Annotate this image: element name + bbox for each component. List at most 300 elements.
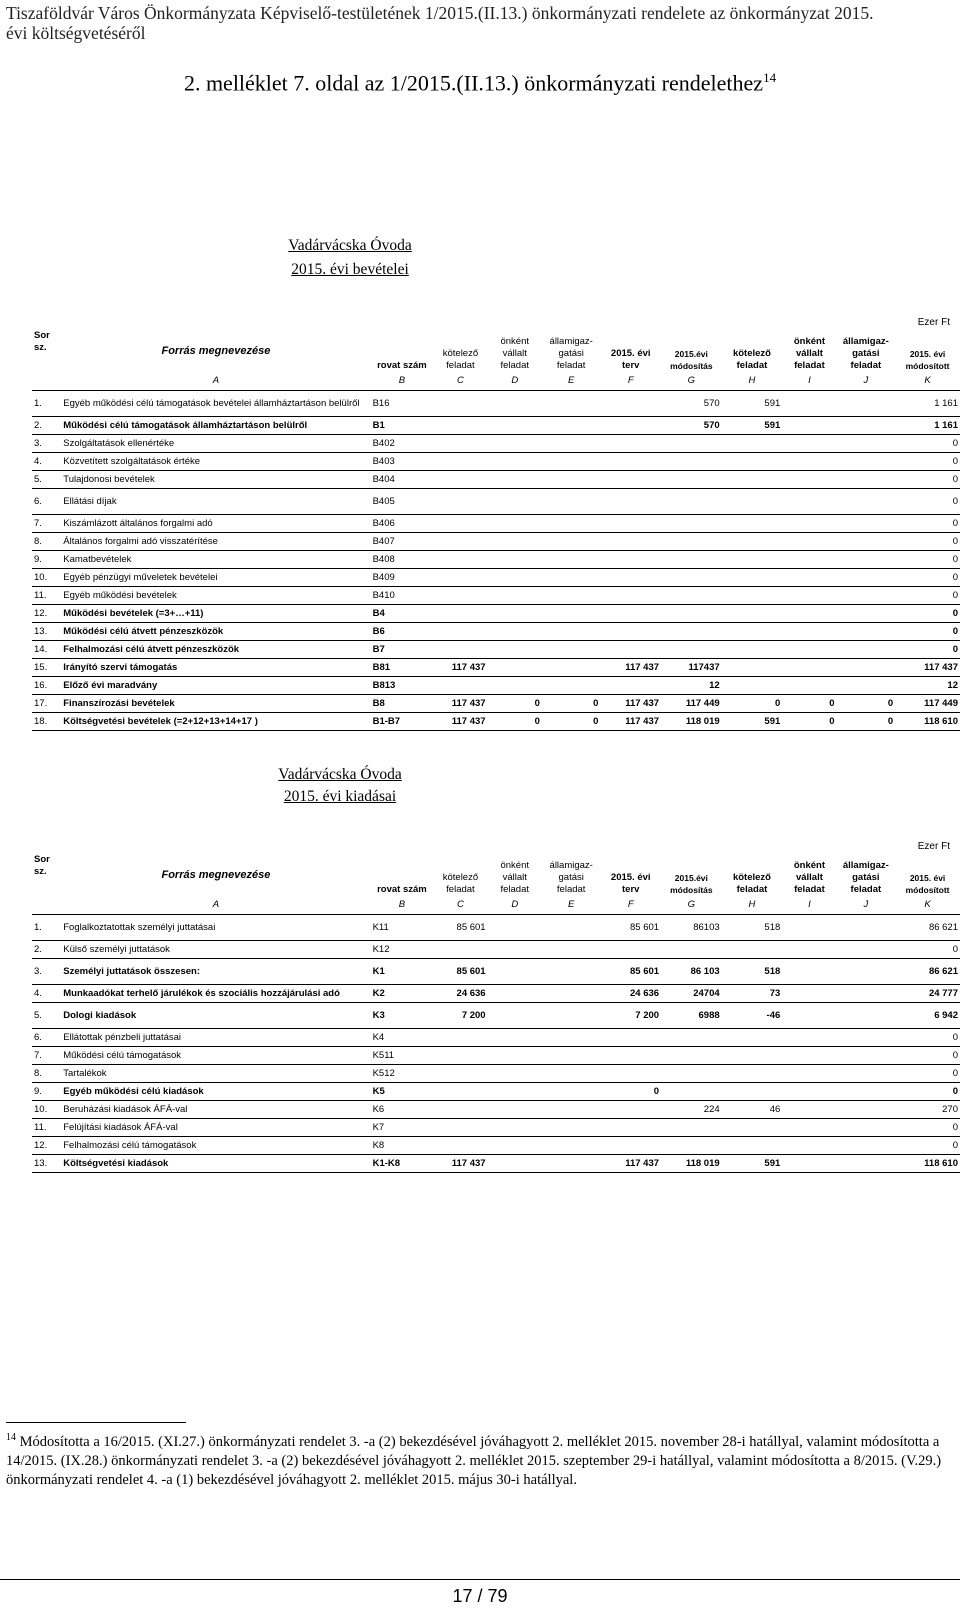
cell-no: 1. xyxy=(32,914,61,940)
cell-d xyxy=(488,434,542,452)
exp-letter-i: I xyxy=(782,896,836,914)
footnote-text: Módosította a 16/2015. (XI.27.) önkormányzati rendelet 3. -a (2) bekezdésével jóváhagyott 2. melléklet 2015. november 28-i hatállyal, valamint módosította a 14/2015. (IX.28.) önkormányzati rendelet 3. -a (2) bekezdésével jóváhagyott 2. melléklet 2015. szeptember 29-i hatállyal, valamint módosította a 8/2015. (V.29.) önkormányzati rendelet 4. -a (1) bekezdésével jóváhagyott 2. melléklet 2015. május 30-i hatállyal. xyxy=(6,1433,942,1488)
letter-i: I xyxy=(782,372,836,390)
cell-e xyxy=(542,452,601,470)
cell-e xyxy=(542,1118,601,1136)
cell-name: Felújítási kiadások ÁFÁ-val xyxy=(61,1118,370,1136)
cell-f xyxy=(600,622,661,640)
cell-d xyxy=(488,1046,542,1064)
cell-no: 1. xyxy=(32,390,61,416)
table-row xyxy=(32,488,960,514)
cell-name: Tulajdonosi bevételek xyxy=(61,470,370,488)
cell-rovat: B6 xyxy=(371,622,434,640)
cell-k: 86 621 xyxy=(895,958,960,984)
table-row xyxy=(32,1154,960,1172)
cell-i xyxy=(782,1028,836,1046)
cell-f xyxy=(600,676,661,694)
cell-k: 0 xyxy=(895,1136,960,1154)
header-kotelezo-2: kötelező feladat xyxy=(732,348,771,371)
cell-g: 224 xyxy=(661,1100,722,1118)
cell-f xyxy=(600,940,661,958)
cell-i xyxy=(782,550,836,568)
cell-name: Költségvetési kiadások xyxy=(61,1154,370,1172)
cell-name: Kamatbevételek xyxy=(61,550,370,568)
cell-name: Működési célú támogatások államháztartáson belülről xyxy=(61,416,370,434)
cell-j xyxy=(837,550,896,568)
cell-c xyxy=(433,488,487,514)
cell-e xyxy=(542,1082,601,1100)
cell-k: 0 xyxy=(895,514,960,532)
cell-k: 1 161 xyxy=(895,390,960,416)
cell-j xyxy=(837,434,896,452)
cell-c xyxy=(433,640,487,658)
table-row xyxy=(32,694,960,712)
annex-title xyxy=(0,70,960,96)
cell-e xyxy=(542,416,601,434)
cell-i xyxy=(782,1064,836,1082)
expense-title-line-1: Vadárvácska Óvoda xyxy=(278,766,402,783)
cell-h: 46 xyxy=(722,1100,783,1118)
header-allamigazgatasi: államigaz-gatási feladat xyxy=(549,336,593,371)
cell-g xyxy=(661,1046,722,1064)
cell-h xyxy=(722,586,783,604)
cell-rovat: K3 xyxy=(371,1002,434,1028)
table-row xyxy=(32,390,960,416)
letter-e: E xyxy=(542,372,601,390)
cell-d xyxy=(488,532,542,550)
cell-j xyxy=(837,640,896,658)
cell-g xyxy=(661,604,722,622)
cell-no: 4. xyxy=(32,452,61,470)
footnote-separator xyxy=(6,1422,186,1423)
exp-header-kotelezo: kötelező feladat xyxy=(442,872,479,895)
table-row xyxy=(32,416,960,434)
header-name: Forrás megnevezése xyxy=(161,345,271,357)
cell-h xyxy=(722,1046,783,1064)
table-row xyxy=(32,1136,960,1154)
cell-rovat: K512 xyxy=(371,1064,434,1082)
cell-d xyxy=(488,1136,542,1154)
cell-j: 0 xyxy=(837,694,896,712)
cell-d xyxy=(488,940,542,958)
cell-rovat: K8 xyxy=(371,1136,434,1154)
cell-d xyxy=(488,1028,542,1046)
table-row xyxy=(32,550,960,568)
cell-h xyxy=(722,676,783,694)
cell-h xyxy=(722,604,783,622)
cell-no: 9. xyxy=(32,550,61,568)
cell-rovat: K1-K8 xyxy=(371,1154,434,1172)
cell-e xyxy=(542,470,601,488)
cell-name: Ellátási díjak xyxy=(61,488,370,514)
cell-d xyxy=(488,914,542,940)
cell-c xyxy=(433,434,487,452)
expense-title-line-2: 2015. évi kiadásai xyxy=(283,788,397,805)
cell-g: 117437 xyxy=(661,658,722,676)
cell-name: Szolgáltatások ellenértéke xyxy=(61,434,370,452)
cell-k: 0 xyxy=(895,1118,960,1136)
header-rovat: rovat szám xyxy=(377,360,427,371)
cell-k: 118 610 xyxy=(895,1154,960,1172)
cell-rovat: B1 xyxy=(371,416,434,434)
cell-e xyxy=(542,1046,601,1064)
cell-rovat: K5 xyxy=(371,1082,434,1100)
cell-rovat: B404 xyxy=(371,470,434,488)
cell-d xyxy=(488,658,542,676)
cell-rovat: B1-B7 xyxy=(371,712,434,730)
cell-j xyxy=(837,470,896,488)
cell-c: 117 437 xyxy=(433,658,487,676)
cell-k: 0 xyxy=(895,1046,960,1064)
cell-j xyxy=(837,1118,896,1136)
cell-h xyxy=(722,1082,783,1100)
cell-c xyxy=(433,1136,487,1154)
cell-h: 518 xyxy=(722,914,783,940)
exp-header-onkent-2: önként vállalt feladat xyxy=(793,860,825,895)
page-bottom-rule xyxy=(0,1579,960,1580)
cell-h xyxy=(722,514,783,532)
cell-e xyxy=(542,586,601,604)
cell-i xyxy=(782,658,836,676)
cell-rovat: B406 xyxy=(371,514,434,532)
exp-header-modositott: 2015. évi módosított xyxy=(905,873,950,895)
cell-h xyxy=(722,532,783,550)
cell-f xyxy=(600,416,661,434)
cell-c xyxy=(433,390,487,416)
footnote-number: 14 xyxy=(6,1432,16,1443)
header-line-2: évi költségvetéséről xyxy=(6,23,146,43)
cell-name: Munkaadókat terhelő járulékok és szociális hozzájárulási adó xyxy=(61,984,370,1002)
cell-k: 0 xyxy=(895,550,960,568)
cell-f xyxy=(600,1064,661,1082)
cell-g: 570 xyxy=(661,390,722,416)
cell-f: 117 437 xyxy=(600,694,661,712)
cell-f xyxy=(600,1100,661,1118)
header-modositas: 2015.évi módosítás xyxy=(670,349,713,371)
cell-g xyxy=(661,640,722,658)
cell-e xyxy=(542,550,601,568)
letter-a: A xyxy=(61,372,370,390)
cell-c xyxy=(433,940,487,958)
cell-h xyxy=(722,1028,783,1046)
cell-k: 24 777 xyxy=(895,984,960,1002)
cell-i xyxy=(782,640,836,658)
cell-i xyxy=(782,914,836,940)
cell-no: 16. xyxy=(32,676,61,694)
exp-header-allamigazgatasi: államigaz-gatási feladat xyxy=(549,860,593,895)
cell-i xyxy=(782,622,836,640)
cell-e xyxy=(542,1154,601,1172)
cell-j xyxy=(837,622,896,640)
cell-e xyxy=(542,1002,601,1028)
cell-e xyxy=(542,622,601,640)
cell-d xyxy=(488,416,542,434)
cell-k: 1 161 xyxy=(895,416,960,434)
table-row xyxy=(32,914,960,940)
cell-f xyxy=(600,390,661,416)
table-row xyxy=(32,958,960,984)
table-row xyxy=(32,532,960,550)
cell-k: 6 942 xyxy=(895,1002,960,1028)
cell-g xyxy=(661,434,722,452)
cell-c: 117 437 xyxy=(433,1154,487,1172)
cell-i xyxy=(782,470,836,488)
table-row xyxy=(32,1002,960,1028)
cell-no: 3. xyxy=(32,434,61,452)
cell-e xyxy=(542,914,601,940)
cell-f xyxy=(600,550,661,568)
cell-i xyxy=(782,1002,836,1028)
table-row xyxy=(32,1082,960,1100)
cell-h: 0 xyxy=(722,694,783,712)
cell-no: 10. xyxy=(32,568,61,586)
cell-no: 6. xyxy=(32,1028,61,1046)
exp-letter-b: B xyxy=(371,896,434,914)
cell-no: 8. xyxy=(32,1064,61,1082)
cell-f xyxy=(600,470,661,488)
page-number: 17 / 79 xyxy=(452,1586,508,1606)
cell-rovat: B403 xyxy=(371,452,434,470)
cell-no: 13. xyxy=(32,1154,61,1172)
letter-k: K xyxy=(895,372,960,390)
cell-rovat: K6 xyxy=(371,1100,434,1118)
cell-h: -46 xyxy=(722,1002,783,1028)
table-row xyxy=(32,604,960,622)
cell-d xyxy=(488,568,542,586)
cell-g: 570 xyxy=(661,416,722,434)
cell-d xyxy=(488,390,542,416)
cell-f xyxy=(600,1136,661,1154)
cell-no: 7. xyxy=(32,1046,61,1064)
cell-d xyxy=(488,1100,542,1118)
cell-rovat: B409 xyxy=(371,568,434,586)
cell-j xyxy=(837,488,896,514)
cell-d xyxy=(488,1118,542,1136)
cell-k: 0 xyxy=(895,470,960,488)
cell-g: 118 019 xyxy=(661,1154,722,1172)
table-row xyxy=(32,1028,960,1046)
cell-i xyxy=(782,1136,836,1154)
cell-k: 270 xyxy=(895,1100,960,1118)
table-row xyxy=(32,622,960,640)
header-terv: 2015. évi terv xyxy=(610,348,651,371)
header-modositott: 2015. évi módosított xyxy=(905,349,950,371)
cell-j: 0 xyxy=(837,712,896,730)
cell-j xyxy=(837,452,896,470)
exp-header-allamigazgatasi-2: államigaz-gatási feladat xyxy=(842,860,889,895)
cell-d xyxy=(488,622,542,640)
cell-k: 0 xyxy=(895,532,960,550)
cell-j xyxy=(837,1136,896,1154)
cell-c xyxy=(433,416,487,434)
cell-g xyxy=(661,1136,722,1154)
cell-f: 85 601 xyxy=(600,914,661,940)
cell-j xyxy=(837,586,896,604)
exp-letter-k: K xyxy=(895,896,960,914)
letter-c: C xyxy=(433,372,487,390)
cell-name: Ellátottak pénzbeli juttatásai xyxy=(61,1028,370,1046)
cell-c: 7 200 xyxy=(433,1002,487,1028)
cell-f xyxy=(600,488,661,514)
cell-no: 18. xyxy=(32,712,61,730)
cell-no: 2. xyxy=(32,940,61,958)
cell-g xyxy=(661,622,722,640)
cell-d xyxy=(488,514,542,532)
cell-no: 11. xyxy=(32,586,61,604)
cell-i xyxy=(782,514,836,532)
cell-h: 591 xyxy=(722,712,783,730)
revenue-title xyxy=(250,236,450,280)
cell-i xyxy=(782,488,836,514)
cell-j xyxy=(837,1082,896,1100)
footnote xyxy=(6,1428,951,1490)
table-row xyxy=(32,658,960,676)
cell-rovat: B81 xyxy=(371,658,434,676)
cell-name: Előző évi maradvány xyxy=(61,676,370,694)
cell-e xyxy=(542,390,601,416)
cell-k: 0 xyxy=(895,586,960,604)
cell-f xyxy=(600,568,661,586)
cell-rovat: B813 xyxy=(371,676,434,694)
cell-e xyxy=(542,1100,601,1118)
cell-i xyxy=(782,532,836,550)
revenue-title-line-1: Vadárvácska Óvoda xyxy=(288,237,412,254)
annex-footnote-ref[interactable]: 14 xyxy=(763,70,777,85)
cell-j xyxy=(837,514,896,532)
cell-k: 0 xyxy=(895,604,960,622)
cell-name: Egyéb működési célú kiadások xyxy=(61,1082,370,1100)
cell-d xyxy=(488,586,542,604)
cell-f: 0 xyxy=(600,1082,661,1100)
cell-rovat: K12 xyxy=(371,940,434,958)
cell-rovat: B402 xyxy=(371,434,434,452)
cell-g xyxy=(661,1064,722,1082)
cell-i xyxy=(782,1100,836,1118)
cell-g: 117 449 xyxy=(661,694,722,712)
cell-f xyxy=(600,604,661,622)
exp-letter-e: E xyxy=(542,896,601,914)
table-row xyxy=(32,676,960,694)
exp-header-modositas: 2015.évi módosítás xyxy=(670,873,713,895)
cell-e xyxy=(542,640,601,658)
cell-i xyxy=(782,676,836,694)
table-row xyxy=(32,940,960,958)
cell-f: 85 601 xyxy=(600,958,661,984)
cell-j xyxy=(837,532,896,550)
cell-j xyxy=(837,1028,896,1046)
cell-rovat: B16 xyxy=(371,390,434,416)
cell-k: 0 xyxy=(895,1064,960,1082)
cell-name: Egyéb pénzügyi műveletek bevételei xyxy=(61,568,370,586)
cell-f: 7 200 xyxy=(600,1002,661,1028)
cell-c: 24 636 xyxy=(433,984,487,1002)
expense-table xyxy=(32,854,960,1173)
cell-d xyxy=(488,958,542,984)
cell-j xyxy=(837,1100,896,1118)
table-row xyxy=(32,1064,960,1082)
letter-j: J xyxy=(837,372,896,390)
cell-f xyxy=(600,452,661,470)
cell-h: 591 xyxy=(722,1154,783,1172)
cell-h: 591 xyxy=(722,416,783,434)
cell-c: 117 437 xyxy=(433,694,487,712)
cell-c: 117 437 xyxy=(433,712,487,730)
cell-no: 7. xyxy=(32,514,61,532)
cell-e xyxy=(542,488,601,514)
cell-k: 0 xyxy=(895,568,960,586)
cell-g: 24704 xyxy=(661,984,722,1002)
expense-header-row xyxy=(32,854,960,896)
cell-no: 6. xyxy=(32,488,61,514)
exp-letter-g: G xyxy=(661,896,722,914)
cell-h xyxy=(722,488,783,514)
cell-no: 14. xyxy=(32,640,61,658)
revenue-title-line-2: 2015. évi bevételei xyxy=(291,261,409,278)
cell-d xyxy=(488,550,542,568)
cell-rovat: K11 xyxy=(371,914,434,940)
cell-no: 5. xyxy=(32,470,61,488)
cell-g xyxy=(661,532,722,550)
cell-name: Felhalmozási célú átvett pénzeszközök xyxy=(61,640,370,658)
cell-no: 4. xyxy=(32,984,61,1002)
expense-letter-row xyxy=(32,896,960,914)
cell-f: 117 437 xyxy=(600,712,661,730)
cell-h xyxy=(722,658,783,676)
cell-rovat: K2 xyxy=(371,984,434,1002)
cell-c xyxy=(433,1046,487,1064)
cell-no: 2. xyxy=(32,416,61,434)
header-line-1: Tiszaföldvár Város Önkormányzata Képviselő-testületének 1/2015.(II.13.) önkormányzati rendelete az önkormányzat 2015. xyxy=(6,3,874,23)
cell-g xyxy=(661,514,722,532)
cell-j xyxy=(837,914,896,940)
header-onkent-2: önként vállalt feladat xyxy=(793,336,825,371)
cell-name: Beruházási kiadások ÁFÁ-val xyxy=(61,1100,370,1118)
cell-k: 0 xyxy=(895,1028,960,1046)
cell-g xyxy=(661,470,722,488)
cell-e xyxy=(542,984,601,1002)
cell-f xyxy=(600,1028,661,1046)
cell-i xyxy=(782,568,836,586)
cell-no: 15. xyxy=(32,658,61,676)
cell-g: 86 103 xyxy=(661,958,722,984)
cell-h xyxy=(722,1118,783,1136)
cell-c xyxy=(433,470,487,488)
cell-k: 0 xyxy=(895,940,960,958)
cell-h: 518 xyxy=(722,958,783,984)
table-row xyxy=(32,1118,960,1136)
cell-c xyxy=(433,514,487,532)
cell-k: 0 xyxy=(895,434,960,452)
cell-d xyxy=(488,470,542,488)
table-row xyxy=(32,514,960,532)
cell-rovat: B4 xyxy=(371,604,434,622)
cell-j xyxy=(837,416,896,434)
cell-c xyxy=(433,568,487,586)
cell-d xyxy=(488,1082,542,1100)
cell-h xyxy=(722,452,783,470)
cell-no: 9. xyxy=(32,1082,61,1100)
cell-g: 86103 xyxy=(661,914,722,940)
cell-d xyxy=(488,452,542,470)
cell-f xyxy=(600,640,661,658)
cell-no: 8. xyxy=(32,532,61,550)
cell-c xyxy=(433,1100,487,1118)
cell-h: 73 xyxy=(722,984,783,1002)
cell-c xyxy=(433,604,487,622)
cell-rovat: K1 xyxy=(371,958,434,984)
cell-i xyxy=(782,1082,836,1100)
cell-c: 85 601 xyxy=(433,914,487,940)
